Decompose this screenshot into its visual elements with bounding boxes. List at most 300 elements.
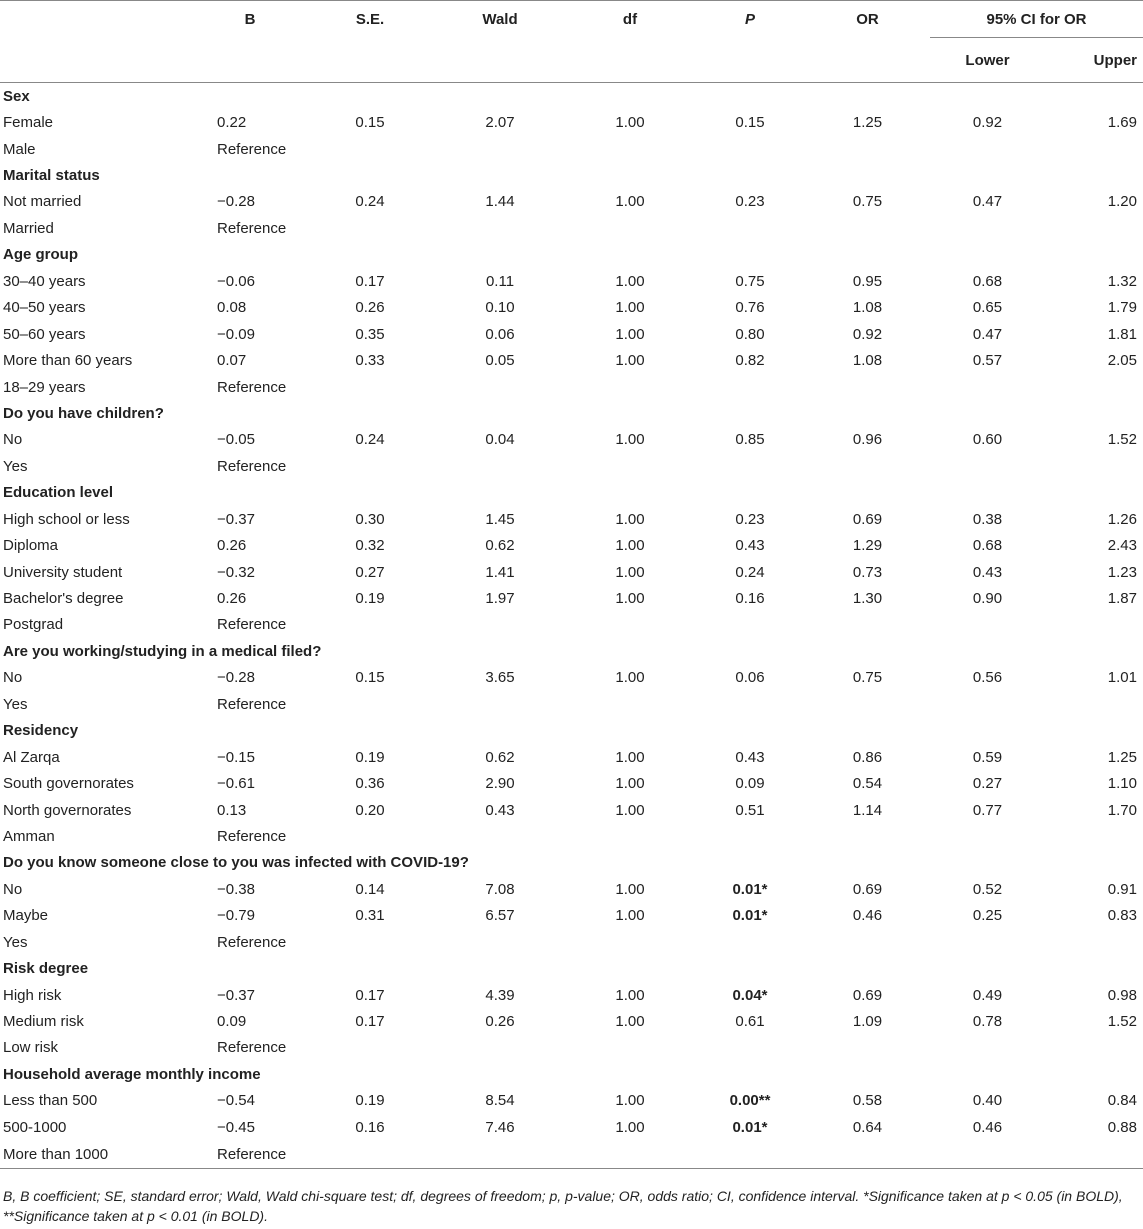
cell-or [805,1141,930,1169]
cell-lower [930,1141,1045,1169]
cell-upper [1045,374,1143,400]
cell-df: 1.00 [615,537,645,555]
table-row [0,903,1143,929]
row-label: 50–60 years [3,325,86,343]
cell-lower: 0.68 [972,272,1003,290]
cell-df [565,215,695,241]
cell-p: 0.01* [732,1118,768,1136]
table-row [0,453,1143,479]
cell-upper: 1.70 [1107,801,1137,819]
table-row [0,823,1143,849]
section-title: Education level [3,484,114,502]
cell-df: 1.00 [615,775,645,793]
cell-upper [1045,136,1143,162]
cell-b: 0.22 [217,114,247,132]
cell-lower [930,823,1045,849]
table-row [0,1035,1143,1061]
cell-wald: 7.08 [485,880,515,898]
cell-df: 1.00 [615,431,645,449]
section-row [0,162,1143,188]
cell-p [695,691,805,717]
row-label: Yes [3,933,28,951]
section-row [0,1061,1143,1087]
cell-lower: 0.43 [972,563,1003,581]
cell-upper: 1.10 [1107,775,1137,793]
cell-wald [435,691,565,717]
cell-se: 0.30 [355,510,385,528]
cell-or: 0.95 [852,272,883,290]
cell-b: 0.26 [217,537,247,555]
table-row [0,136,1143,162]
cell-p [695,823,805,849]
cell-df: 1.00 [615,272,645,290]
cell-b: −0.09 [217,325,255,343]
cell-p: 0.23 [735,510,765,528]
cell-df: 1.00 [615,1013,645,1031]
cell-wald: 1.41 [485,563,515,581]
cell-se [305,453,435,479]
cell-lower: 0.56 [972,669,1003,687]
cell-se: 0.19 [355,1092,385,1110]
cell-se: 0.33 [355,352,385,370]
cell-se [305,823,435,849]
table-row [0,215,1143,241]
cell-b: 0.07 [217,352,247,370]
cell-lower [930,136,1045,162]
cell-upper: 0.98 [1107,986,1137,1004]
cell-df [565,612,695,638]
cell-or [805,691,930,717]
cell-se: 0.24 [355,431,385,449]
cell-or: 1.09 [852,1013,883,1031]
cell-lower: 0.40 [972,1092,1003,1110]
row-label: No [3,669,23,687]
cell-p: 0.24 [735,563,765,581]
cell-se: 0.19 [355,748,385,766]
cell-p: 0.04* [732,986,768,1004]
cell-df: 1.00 [615,325,645,343]
cell-wald: 3.65 [485,669,515,687]
cell-or: 0.92 [852,325,883,343]
cell-upper: 1.52 [1107,431,1137,449]
section-row [0,718,1143,744]
section-title: Age group [3,246,78,264]
cell-or: 0.96 [852,431,883,449]
cell-b: −0.37 [217,510,255,528]
cell-se: 0.17 [355,986,385,1004]
cell-df [565,823,695,849]
table-row [0,295,1143,321]
cell-p: 0.06 [735,669,765,687]
cell-df: 1.00 [615,986,645,1004]
cell-b: −0.45 [217,1118,255,1136]
cell-se: 0.27 [355,563,385,581]
cell-wald: 0.04 [485,431,515,449]
cell-b: −0.54 [217,1092,255,1110]
cell-se: 0.19 [355,590,385,608]
cell-b: Reference [217,695,287,713]
table-row [0,691,1143,717]
header-ci: 95% CI for OR [930,1,1143,38]
cell-b: 0.26 [217,590,247,608]
cell-df [565,929,695,955]
cell-upper: 2.05 [1107,352,1137,370]
cell-or [805,374,930,400]
section-row [0,850,1143,876]
cell-p: 0.76 [735,299,765,317]
row-label: Al Zarqa [3,748,60,766]
table-row [0,1088,1143,1114]
cell-or: 0.69 [852,510,883,528]
cell-se: 0.24 [355,193,385,211]
cell-b: Reference [217,933,287,951]
cell-lower: 0.59 [972,748,1003,766]
cell-df [565,136,695,162]
cell-or: 0.69 [852,880,883,898]
cell-upper: 1.20 [1107,193,1137,211]
cell-upper: 0.83 [1107,907,1137,925]
cell-wald [435,1141,565,1169]
cell-b: −0.28 [217,669,255,687]
row-label: No [3,431,23,449]
cell-se [305,136,435,162]
row-label: Bachelor's degree [3,590,124,608]
cell-se: 0.15 [355,114,385,132]
table-row [0,1114,1143,1140]
cell-lower: 0.92 [972,114,1003,132]
table-row [0,929,1143,955]
cell-b: −0.28 [217,193,255,211]
cell-b: Reference [217,1039,287,1057]
cell-lower: 0.27 [972,775,1003,793]
cell-wald: 0.43 [485,801,515,819]
cell-p: 0.09 [735,775,765,793]
row-label: Female [3,114,54,132]
cell-wald: 0.26 [485,1013,515,1031]
cell-p: 0.80 [735,325,765,343]
cell-p: 0.23 [735,193,765,211]
cell-lower [930,374,1045,400]
cell-or: 0.64 [852,1118,883,1136]
cell-b: 0.08 [217,299,247,317]
table-body [0,83,1143,1169]
cell-upper [1045,453,1143,479]
cell-upper: 1.87 [1107,590,1137,608]
cell-p [695,1035,805,1061]
cell-se: 0.17 [355,272,385,290]
cell-upper: 1.01 [1107,669,1137,687]
cell-b: −0.37 [217,986,255,1004]
header-df: df [565,1,695,38]
cell-upper [1045,215,1143,241]
cell-lower [930,1035,1045,1061]
cell-or [805,823,930,849]
row-label: North governorates [3,801,132,819]
cell-df: 1.00 [615,590,645,608]
cell-df: 1.00 [615,114,645,132]
section-row [0,83,1143,110]
table-row [0,109,1143,135]
row-label: Amman [3,827,55,845]
table-row [0,347,1143,373]
cell-se [305,691,435,717]
row-label: Married [3,219,54,237]
cell-lower: 0.57 [972,352,1003,370]
cell-se [305,374,435,400]
cell-df: 1.00 [615,563,645,581]
cell-p: 0.01* [732,907,768,925]
cell-wald: 7.46 [485,1118,515,1136]
header-upper: Upper [1093,51,1137,69]
cell-b: Reference [217,457,287,475]
table-row [0,744,1143,770]
cell-upper: 1.32 [1107,272,1137,290]
row-label: No [3,880,23,898]
header-p [695,1,805,38]
cell-df: 1.00 [615,669,645,687]
cell-upper [1045,1141,1143,1169]
cell-upper: 1.81 [1107,325,1137,343]
cell-lower: 0.47 [972,325,1003,343]
cell-df: 1.00 [615,907,645,925]
cell-se: 0.31 [355,907,385,925]
row-label: More than 1000 [0,1141,195,1169]
cell-b: Reference [217,219,287,237]
cell-p: 0.16 [735,590,765,608]
cell-se: 0.35 [355,325,385,343]
cell-se [305,1141,435,1169]
table-row [0,559,1143,585]
table-row [0,268,1143,294]
cell-or [805,612,930,638]
header-or: OR [805,1,930,38]
cell-df: 1.00 [615,352,645,370]
cell-p: 0.61 [735,1013,765,1031]
cell-se: 0.17 [355,1013,385,1031]
row-label: Low risk [3,1039,59,1057]
cell-se: 0.26 [355,299,385,317]
section-title: Do you have children? [3,404,164,422]
cell-df [565,1141,695,1169]
cell-p [695,1141,805,1169]
table-row [0,532,1143,558]
row-label: 500-1000 [3,1118,67,1136]
section-row [0,400,1143,426]
table-header [0,1,1143,83]
row-label: Yes [3,457,28,475]
cell-p: 0.85 [735,431,765,449]
row-label: High school or less [3,510,130,528]
cell-or: 1.08 [852,352,883,370]
cell-upper: 2.43 [1107,537,1137,555]
cell-p: 0.43 [735,537,765,555]
cell-p [695,612,805,638]
cell-se: 0.14 [355,880,385,898]
cell-wald [435,136,565,162]
cell-b: −0.61 [217,775,255,793]
cell-wald: 0.62 [485,537,515,555]
cell-lower [930,453,1045,479]
cell-lower: 0.52 [972,880,1003,898]
cell-wald: 2.07 [485,114,515,132]
cell-lower [930,612,1045,638]
cell-p: 0.00** [729,1092,771,1110]
cell-p: 0.01* [732,880,768,898]
cell-or [805,215,930,241]
cell-upper: 1.79 [1107,299,1137,317]
cell-or: 0.75 [852,193,883,211]
cell-wald [435,453,565,479]
table-row [0,321,1143,347]
cell-df: 1.00 [615,1118,645,1136]
table-row [0,770,1143,796]
cell-df: 1.00 [615,880,645,898]
cell-se [305,929,435,955]
cell-upper [1045,1035,1143,1061]
cell-b: Reference [217,140,287,158]
table-row [0,612,1143,638]
table-row [0,189,1143,215]
cell-lower: 0.65 [972,299,1003,317]
cell-upper [1045,691,1143,717]
table-row [0,585,1143,611]
cell-wald: 8.54 [485,1092,515,1110]
row-label: 30–40 years [3,272,86,290]
cell-upper [1045,612,1143,638]
row-label: Postgrad [3,616,64,634]
cell-upper: 1.52 [1107,1013,1137,1031]
row-label: 18–29 years [3,378,86,396]
cell-p [695,929,805,955]
cell-df [565,1035,695,1061]
cell-lower [930,215,1045,241]
cell-lower: 0.78 [972,1013,1003,1031]
cell-p: 0.51 [735,801,765,819]
cell-p [695,215,805,241]
cell-se: 0.20 [355,801,385,819]
cell-p: 0.43 [735,748,765,766]
cell-lower: 0.60 [972,431,1003,449]
cell-b: 0.13 [217,801,247,819]
cell-b: −0.05 [217,431,255,449]
cell-p [695,136,805,162]
row-label: South governorates [3,775,134,793]
cell-wald [435,1035,565,1061]
section-row [0,480,1143,506]
cell-or: 0.58 [852,1092,883,1110]
cell-p [695,374,805,400]
section-row [0,955,1143,981]
section-title: Residency [3,722,79,740]
table-row [0,982,1143,1008]
section-row [0,242,1143,268]
row-label: University student [3,563,123,581]
cell-wald: 6.57 [485,907,515,925]
cell-df [565,374,695,400]
cell-wald: 4.39 [485,986,515,1004]
cell-or: 1.29 [852,537,883,555]
cell-or [805,1035,930,1061]
section-title: Do you know someone close to you was infected with COVID-19? [3,854,469,872]
row-label: Maybe [3,907,49,925]
cell-b: −0.32 [217,563,255,581]
section-title: Marital status [3,167,100,185]
header-label [0,1,195,38]
cell-wald: 1.45 [485,510,515,528]
cell-lower [930,929,1045,955]
table-footnote: B, B coefficient; SE, standard error; Wald, Wald chi-square test; df, degrees of freedom; p, p-value; OR, odds ratio; CI, confidence interval. *Significance taken at p < 0.05 (in BOLD), **Significance taken at p < 0.01 (in BOLD). [3,1188,1123,1224]
cell-wald: 0.10 [485,299,515,317]
cell-or: 1.25 [852,114,883,132]
cell-b: −0.38 [217,880,255,898]
table-row [0,876,1143,902]
cell-or: 0.54 [852,775,883,793]
cell-or: 0.69 [852,986,883,1004]
cell-lower: 0.77 [972,801,1003,819]
cell-lower: 0.90 [972,590,1003,608]
cell-wald: 0.05 [485,352,515,370]
cell-b: −0.15 [217,748,255,766]
row-label: Medium risk [3,1013,84,1031]
cell-wald: 0.11 [485,272,515,290]
row-label: High risk [3,986,62,1004]
cell-lower: 0.46 [972,1118,1003,1136]
cell-or: 1.08 [852,299,883,317]
section-title: Sex [3,87,30,105]
table-row [0,374,1143,400]
cell-df: 1.00 [615,299,645,317]
cell-df [565,453,695,479]
cell-or [805,136,930,162]
cell-or: 0.75 [852,669,883,687]
cell-df: 1.00 [615,193,645,211]
cell-df: 1.00 [615,510,645,528]
table-row [0,665,1143,691]
cell-or: 1.14 [852,801,883,819]
cell-b: Reference [217,616,287,634]
cell-wald [435,374,565,400]
cell-upper: 1.69 [1107,114,1137,132]
cell-upper: 0.88 [1107,1118,1137,1136]
cell-b: Reference [217,378,287,396]
cell-upper: 1.26 [1107,510,1137,528]
cell-se: 0.36 [355,775,385,793]
cell-lower: 0.25 [972,907,1003,925]
cell-se [305,1035,435,1061]
cell-upper: 0.84 [1107,1092,1137,1110]
cell-p: 0.82 [735,352,765,370]
cell-b: Reference [195,1141,305,1169]
row-label: Less than 500 [3,1092,98,1110]
cell-se [305,612,435,638]
cell-se: 0.32 [355,537,385,555]
section-title: Household average monthly income [3,1065,261,1083]
cell-or: 1.30 [852,590,883,608]
cell-wald: 2.90 [485,775,515,793]
cell-wald: 1.44 [485,193,515,211]
cell-df [565,691,695,717]
cell-b: 0.09 [217,1013,247,1031]
cell-wald [435,215,565,241]
row-label: Male [3,140,36,158]
header-lower: Lower [965,51,1010,69]
cell-upper [1045,929,1143,955]
cell-wald: 0.62 [485,748,515,766]
cell-wald [435,612,565,638]
cell-df: 1.00 [615,748,645,766]
cell-se: 0.15 [355,669,385,687]
cell-upper: 1.23 [1107,563,1137,581]
